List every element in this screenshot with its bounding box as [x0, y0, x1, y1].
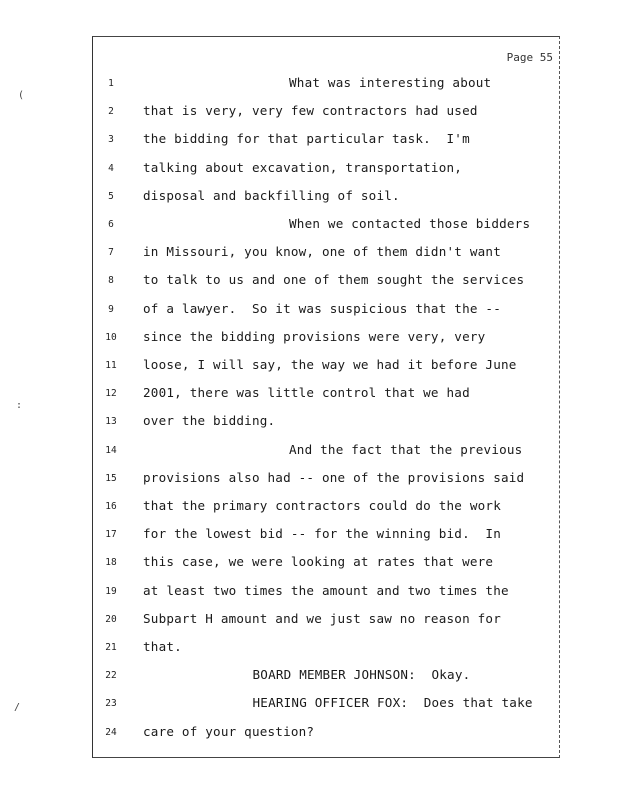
line-text: 2001, there was little control that we had: [143, 385, 470, 401]
transcript-line: [93, 695, 559, 715]
line-number: 18: [105, 557, 117, 569]
line-number: 23: [105, 698, 117, 710]
margin-mark: /: [14, 702, 21, 713]
line-text: in Missouri, you know, one of them didn't want: [143, 244, 501, 260]
line-text: to talk to us and one of them sought the services: [143, 272, 525, 288]
transcript-line: [93, 639, 559, 659]
line-number: 4: [108, 162, 114, 174]
transcript-line: [93, 244, 559, 264]
transcript-line: [93, 526, 559, 546]
page-number: Page 55: [506, 51, 553, 64]
transcript-line: [93, 75, 559, 95]
transcript-line: [93, 442, 559, 462]
line-text: HEARING OFFICER FOX: Does that take: [252, 695, 533, 711]
line-text: What was interesting about: [289, 75, 492, 90]
transcript-line: [93, 216, 559, 236]
line-text: at least two times the amount and two times the: [143, 582, 509, 598]
line-number: 15: [105, 472, 117, 484]
line-text: And the fact that the previous: [289, 441, 523, 457]
transcript-line: [93, 357, 559, 377]
line-text: of a lawyer. So it was suspicious that the --: [143, 300, 501, 316]
line-number: 5: [108, 190, 114, 202]
transcript-line: [93, 583, 559, 603]
line-number: 16: [105, 501, 117, 512]
line-text: that the primary contractors could do the work: [143, 498, 501, 513]
line-text: over the bidding.: [143, 413, 276, 429]
line-text: BOARD MEMBER JOHNSON: Okay.: [252, 667, 471, 683]
line-number: 13: [105, 416, 117, 428]
transcript-line: [93, 470, 559, 490]
line-text: provisions also had -- one of the provisions said: [143, 469, 525, 485]
margin-mark: (: [18, 90, 25, 101]
transcript-line: [93, 413, 559, 433]
line-number: 9: [108, 303, 114, 315]
line-text: that.: [143, 639, 182, 654]
line-number: 2: [108, 106, 114, 118]
line-number: 11: [105, 360, 117, 371]
line-number: 21: [105, 642, 117, 653]
transcript-line: [93, 611, 559, 631]
transcript-line: [93, 667, 559, 687]
line-text: since the bidding provisions were very, very: [143, 328, 486, 344]
transcript-line: [93, 329, 559, 349]
line-number: 14: [105, 444, 117, 456]
line-text: talking about excavation, transportation,: [143, 159, 463, 175]
line-number: 6: [108, 219, 114, 230]
transcript-line: [93, 498, 559, 518]
line-number: 24: [105, 726, 117, 738]
line-text: disposal and backfilling of soil.: [143, 187, 400, 203]
transcript-line: [93, 160, 559, 180]
transcript-line: [93, 131, 559, 151]
line-text: When we contacted those bidders: [289, 216, 531, 231]
line-text: this case, we were looking at rates that were: [143, 554, 494, 570]
line-number: 1: [108, 78, 114, 89]
transcript-page: [92, 36, 560, 758]
transcript-line: [93, 724, 559, 744]
line-number: 3: [108, 134, 114, 146]
line-text: for the lowest bid -- for the winning bid. In: [143, 526, 501, 542]
line-text: that is very, very few contractors had used: [143, 103, 478, 119]
line-number: 20: [105, 613, 117, 625]
line-number: 22: [105, 670, 117, 682]
line-text: care of your question?: [143, 723, 315, 739]
transcript-line: [93, 188, 559, 208]
line-text: Subpart H amount and we just saw no reason for: [143, 610, 501, 626]
transcript-line: [93, 272, 559, 292]
line-number: 8: [108, 275, 114, 287]
line-number: 17: [105, 529, 117, 541]
line-text: the bidding for that particular task. I'm: [143, 131, 470, 147]
line-number: 19: [105, 585, 117, 597]
transcript-line: [93, 554, 559, 574]
margin-mark: :: [16, 400, 23, 411]
line-text: loose, I will say, the way we had it before June: [143, 357, 517, 372]
transcript-line: [93, 103, 559, 123]
line-number: 7: [108, 247, 114, 259]
line-number: 10: [105, 331, 117, 343]
transcript-line: [93, 301, 559, 321]
line-number: 12: [105, 388, 117, 400]
transcript-line: [93, 385, 559, 405]
